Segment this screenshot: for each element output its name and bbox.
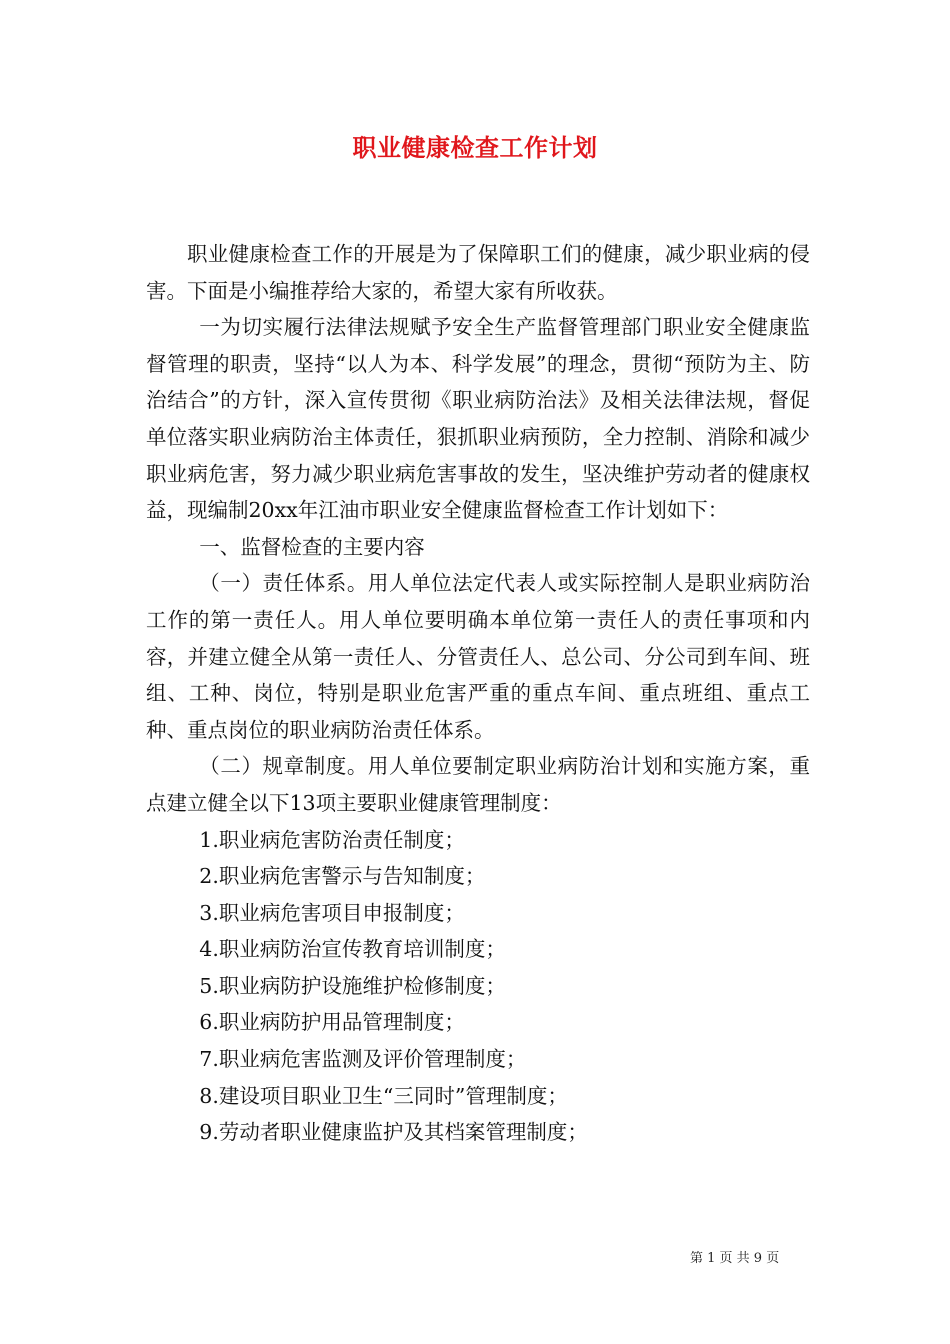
page-number: 第 1 页 共 9 页 [690, 1251, 780, 1266]
intro-paragraph: 职业健康检查工作的开展是为了保障职工们的健康，减少职业病的侵害。下面是小编推荐给大家的，希望大家有所收获。 [146, 242, 810, 303]
list-item: 5.职业病防护设施维护检修制度； [199, 973, 506, 998]
list-item: 7.职业病危害监测及评价管理制度； [199, 1047, 527, 1072]
document-body [146, 236, 810, 1151]
list-item: 9.劳动者职业健康监护及其档案管理制度； [199, 1120, 588, 1145]
list-item: 2.职业病危害警示与告知制度； [199, 864, 486, 889]
responsibility-paragraph: （一）责任体系。用人单位法定代表人或实际控制人是职业病防治工作的第一责任人。用人单位要明确本单位第一责任人的责任事项和内容，并建立健全从第一责任人、分管责任人、总公司、分公司到车间、班组、工种、岗位，特别是职业危害严重的重点车间、重点班组、重点工种、重点岗位的职业病防治责任体系。 [146, 571, 810, 742]
list-item: 8.建设项目职业卫生“三同时”管理制度； [199, 1083, 568, 1108]
list-item: 6.职业病防护用品管理制度； [199, 1010, 465, 1035]
list-item: 4.职业病防治宣传教育培训制度； [199, 937, 506, 962]
regulations-paragraph: （二）规章制度。用人单位要制定职业病防治计划和实施方案，重点建立健全以下13项主要职业健康管理制度： [146, 754, 810, 815]
list-item: 1.职业病危害防治责任制度； [199, 827, 465, 852]
purpose-paragraph: 一为切实履行法律法规赋予安全生产监督管理部门职业安全健康监督管理的职责，坚持“以人为本、科学发展”的理念，贯彻“预防为主、防治结合”的方针，深入宣传贯彻《职业病防治法》及相关法律法规，督促单位落实职业病防治主体责任，狠抓职业病预防，全力控制、消除和减少职业病危害，努力减少职业病危害事故的发生，坚决维护劳动者的健康权益，现编制20xx年江油市职业安全健康监督检查工作计划如下： [146, 315, 810, 523]
document-title: 职业健康检查工作计划 [352, 133, 598, 162]
list-item: 3.职业病危害项目申报制度； [199, 900, 465, 925]
section-heading: 一、监督检查的主要内容 [199, 534, 425, 559]
